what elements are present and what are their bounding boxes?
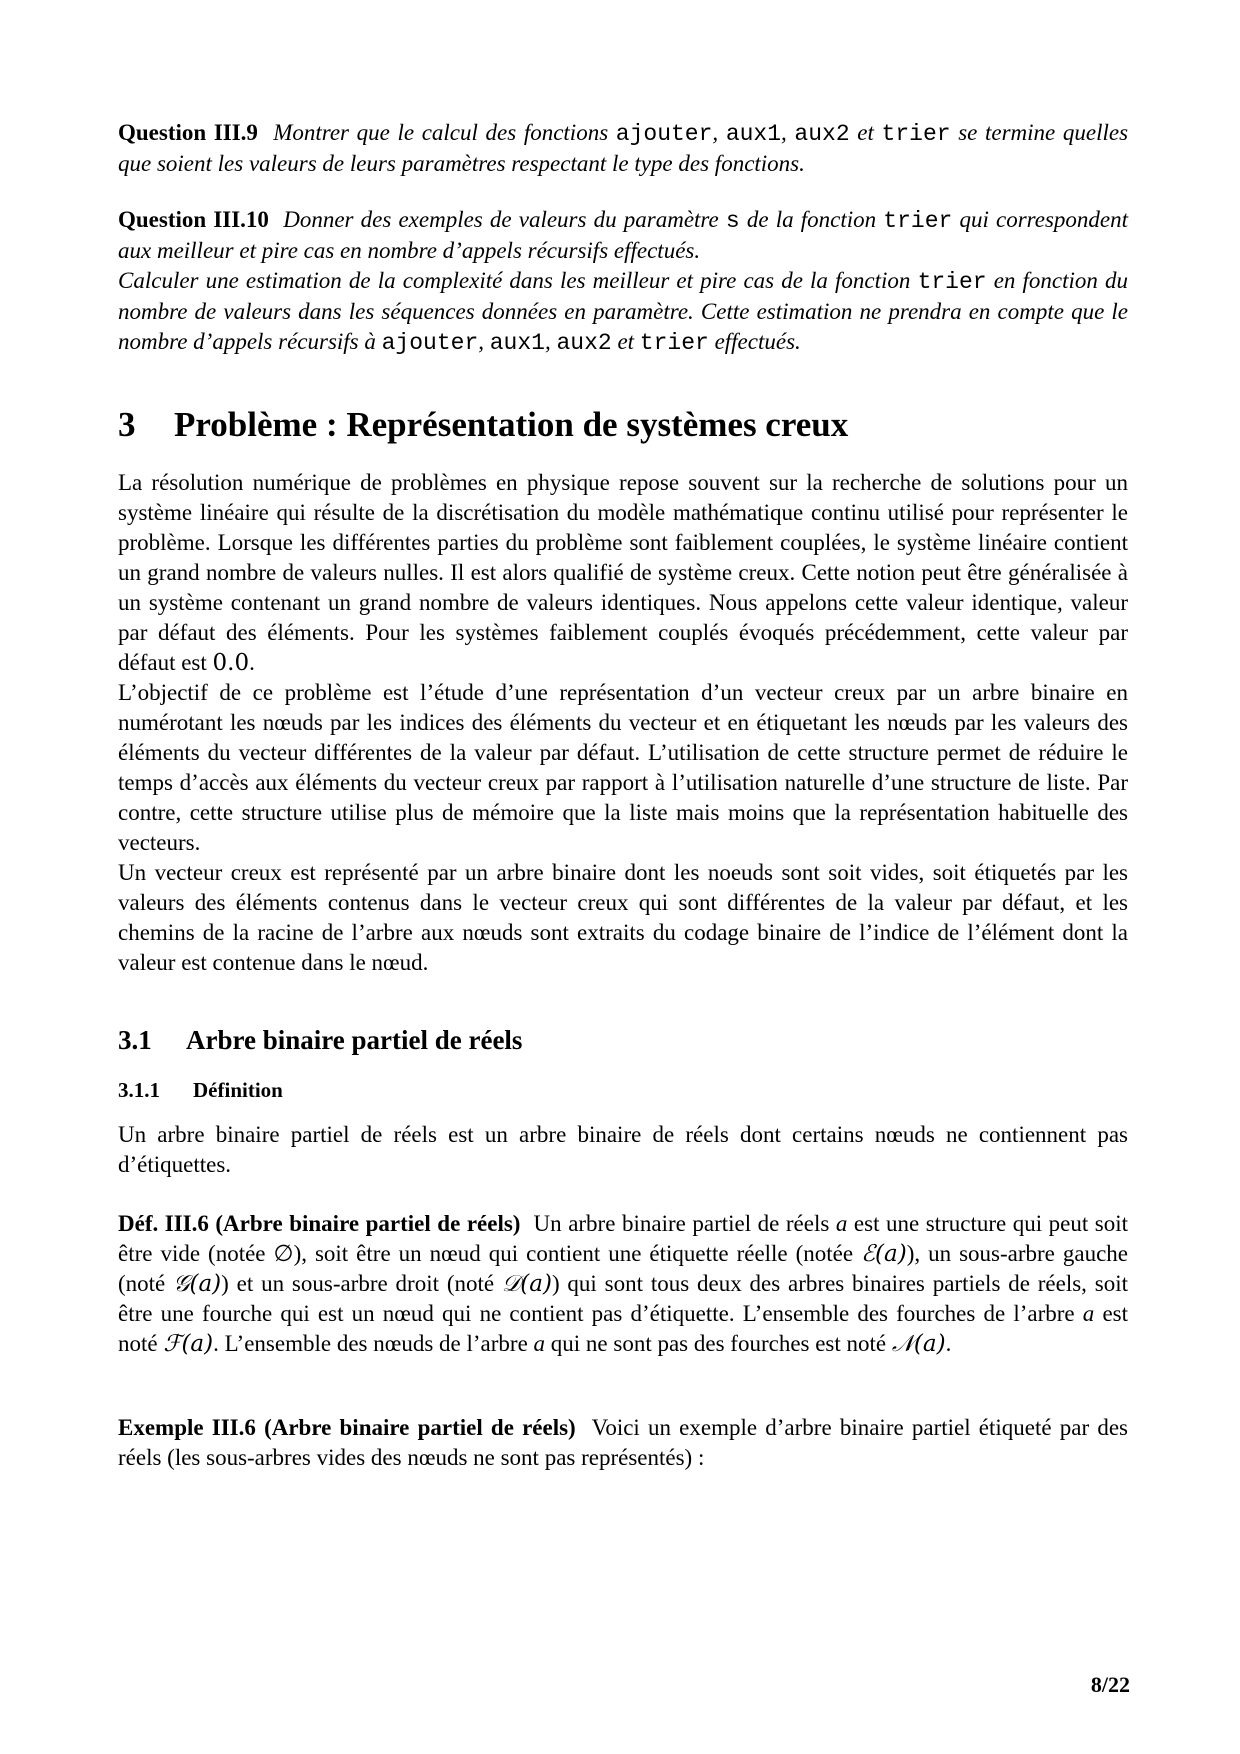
empty-set-symbol: ∅	[273, 1241, 294, 1267]
math-a: a	[533, 1331, 546, 1356]
question-iii-9-text: Question III.9 Montrer que le calcul des fonctions ajouter, aux1, aux2 et trier se termine quelles que soient les valeurs de leurs paramètres respectant le type des fonctions.	[118, 120, 1129, 176]
math-nodes: 𝒩(a)	[891, 1331, 946, 1357]
question-iii-10-text: Question III.10 Donner des exemples de valeurs du paramètre s de la fonction trier qui correspondent aux meilleur et pire cas en nombre d’appels récursifs effectués.	[118, 207, 1129, 263]
code-trier: trier	[917, 269, 987, 295]
example-label: Exemple III.6 (Arbre binaire partiel de réels)	[118, 1415, 576, 1440]
page-number: 8/22	[1090, 1672, 1130, 1697]
question-label: Question III.10	[118, 207, 269, 232]
math-value: 0.0	[212, 650, 250, 676]
paragraph: Un arbre binaire partiel de réels est un arbre binaire de réels dont certains nœuds ne contiennent pas d’étiquettes.	[118, 1122, 1128, 1177]
paragraph: Un vecteur creux est représenté par un arbre binaire dont les noeuds sont soit vides, soit étiquetés par les valeurs des éléments contenus dans le vecteur creux qui sont différentes de la valeur par défaut, et les chemins de la racine de l’arbre aux nœuds sont extraits du codage binaire de l’indice de l’élément dont la valeur est contenue dans le nœud.	[118, 860, 1128, 975]
math-left-subtree: 𝒢(a)	[173, 1271, 222, 1297]
definition-iii-6	[118, 1209, 1128, 1359]
paragraph: L’objectif de ce problème est l’étude d’une représentation d’un vecteur creux par un arbre binaire en numérotant les nœuds par les indices des éléments du vecteur et en étiquetant les nœuds par les valeurs des éléments du vecteur différentes de la valeur par défaut. L’utilisation de cette structure permet de réduire le temps d’accès aux éléments du vecteur creux par rapport à l’utilisation naturelle d’une structure de liste. Par contre, cette structure utilise plus de mémoire que la liste mais moins que la représentation habituelle des vecteurs.	[118, 680, 1128, 855]
definition-text: Déf. III.6 (Arbre binaire partiel de réels) Un arbre binaire partiel de réels a est une structure qui peut soit être vide (notée ∅), soit être un nœud qui contient une étiquette réelle (notée ℰ(a)), un sous-arbre gauche (noté 𝒢(a)) et un sous-arbre droit (noté 𝒟(a)) qui sont tous deux des arbres binaires partiels de réels, soit être une fourche qui est un nœud qui ne contient pas d’étiquette. L’ensemble des fourches de l’arbre a est noté ℱ(a). L’ensemble des nœuds de l’arbre a qui ne sont pas des fourches est noté 𝒩(a).	[118, 1211, 1129, 1357]
code-aux2: aux2	[794, 121, 850, 147]
example-iii-6	[118, 1413, 1128, 1473]
math-forks: ℱ(a)	[163, 1331, 214, 1357]
code-ajouter: ajouter	[381, 330, 479, 356]
code-trier: trier	[883, 208, 953, 234]
example-text: Exemple III.6 (Arbre binaire partiel de réels) Voici un exemple d’arbre binaire partiel étiqueté par des réels (les sous-arbres vides des nœuds ne sont pas représentés) :	[118, 1415, 1128, 1470]
section-3-body	[118, 468, 1128, 978]
math-right-subtree: 𝒟(a)	[501, 1271, 552, 1297]
math-a: a	[835, 1211, 848, 1236]
code-s: s	[725, 208, 740, 234]
math-a: a	[1082, 1301, 1095, 1326]
code-aux2: aux2	[556, 330, 612, 356]
question-iii-10	[118, 205, 1128, 358]
section-number: 3.1.1	[118, 1078, 160, 1102]
paragraph: La résolution numérique de problèmes en physique repose souvent sur la recherche de solutions pour un système linéaire qui résulte de la discrétisation du modèle mathématique continu utilisé pour représenter le problème. Lorsque les différentes parties du problème sont faiblement couplées, le système linéaire contient un grand nombre de valeurs nulles. Il est alors qualifié de système creux. Cette notion peut être généralisée à un système contenant un grand nombre de valeurs identiques. Nous appelons cette valeur identique, valeur par défaut des éléments. Pour les systèmes faiblement couplés évoqués précédemment, cette valeur par défaut est 0.0.	[118, 470, 1128, 676]
code-trier: trier	[881, 121, 951, 147]
code-ajouter: ajouter	[615, 121, 713, 147]
question-label: Question III.9	[118, 120, 258, 145]
section-number: 3.1	[118, 1025, 152, 1055]
section-3-1-heading	[118, 1024, 1128, 1056]
section-title: Définition	[193, 1078, 283, 1102]
section-3-1-1-heading	[118, 1077, 1128, 1103]
question-iii-10-text-2: Calculer une estimation de la complexité dans les meilleur et pire cas de la fonction trier en fonction du nombre de valeurs dans les séquences données en paramètre. Cette estimation ne prendra en compte que le nombre d’appels récursifs à ajouter, aux1, aux2 et trier effectués.	[118, 268, 1129, 356]
question-iii-9	[118, 118, 1128, 179]
math-label-e: ℰ(a)	[861, 1241, 907, 1267]
section-3-heading	[118, 405, 1128, 445]
section-title: Arbre binaire partiel de réels	[186, 1025, 523, 1055]
code-trier: trier	[639, 330, 709, 356]
definition-label: Déf. III.6 (Arbre binaire partiel de réels)	[118, 1211, 521, 1236]
definition-intro	[118, 1120, 1128, 1180]
section-title: Problème : Représentation de systèmes creux	[174, 405, 849, 444]
section-number: 3	[118, 405, 136, 444]
code-aux1: aux1	[725, 121, 782, 147]
code-aux1: aux1	[489, 330, 545, 356]
